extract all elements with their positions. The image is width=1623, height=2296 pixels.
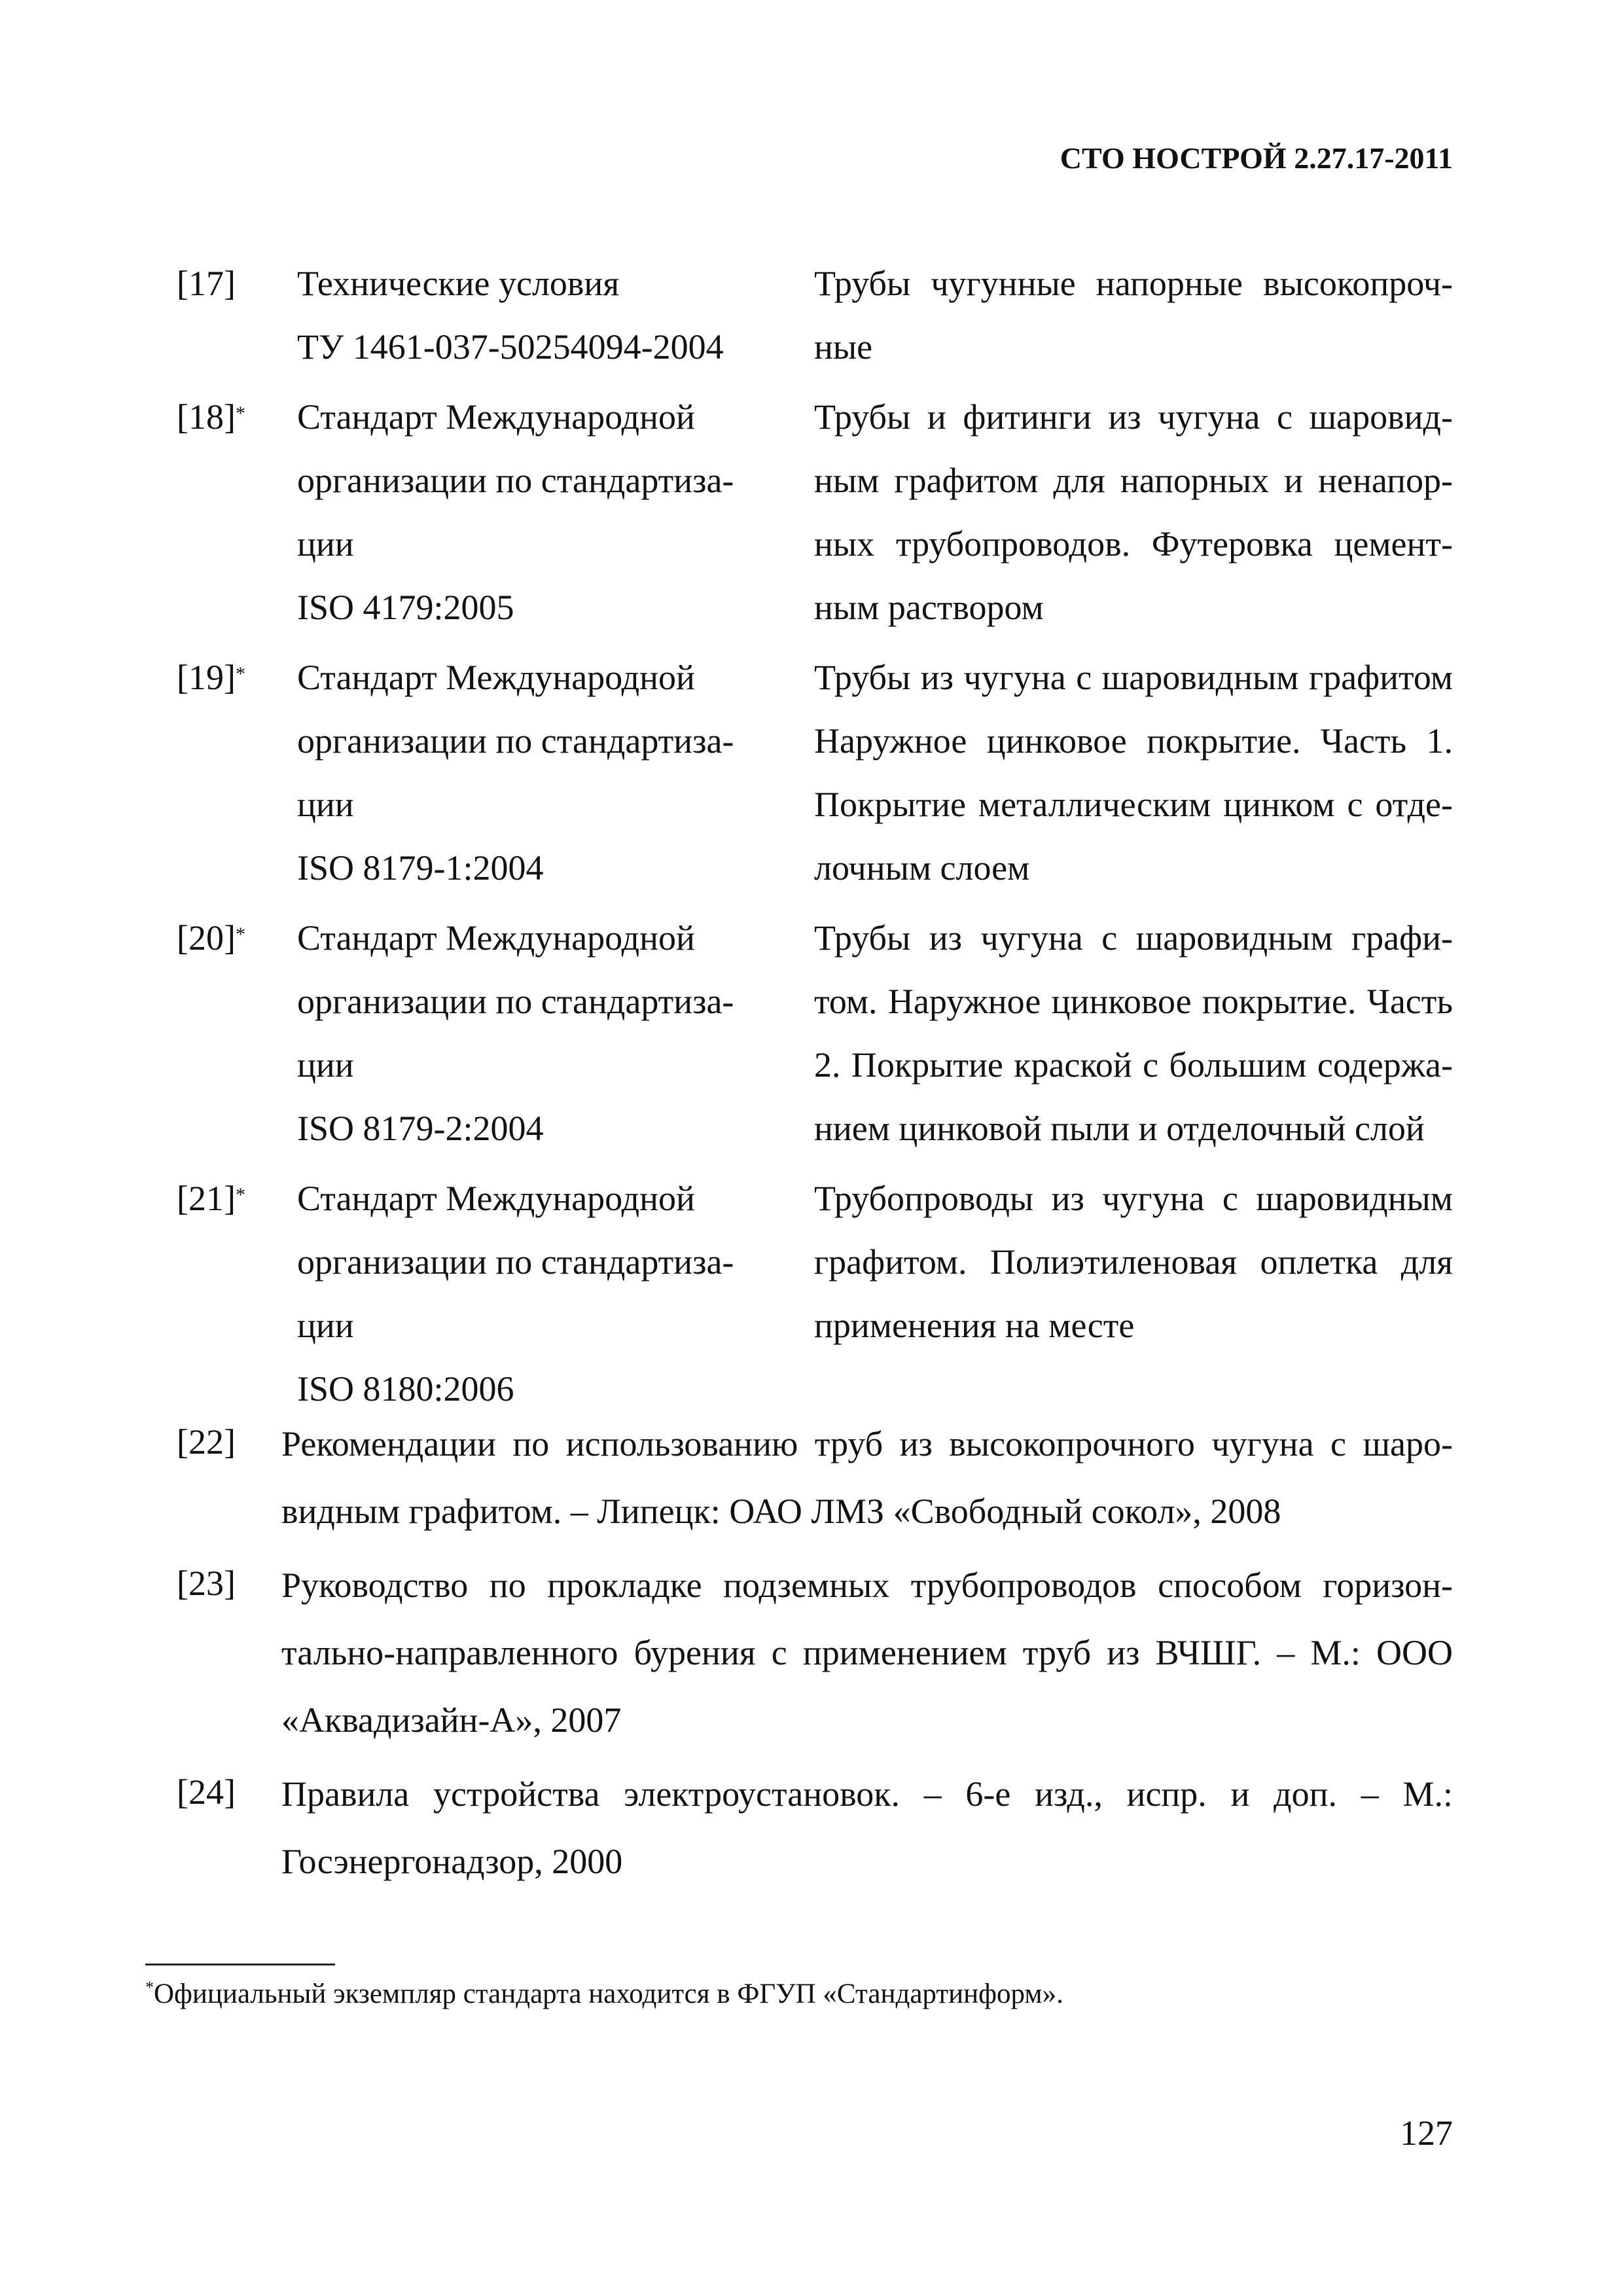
reference-entry — [177, 906, 1453, 1160]
reference-title: Трубы из чугуна с шаровидным графитом Наружное цинковое покрытие. Часть 1. Покрытие металлическим цинком с отде- лочным слоем — [814, 658, 1453, 888]
reference-number: [18]* — [177, 397, 245, 437]
reference-text: Правила устройства электроустановок. – 6-е изд., испр. и доп. – М.: Госэнергонадзор, 2000 — [281, 1774, 1453, 1881]
reference-entry — [177, 1410, 1453, 1545]
reference-number: [19]* — [177, 658, 245, 697]
reference-number: [17] — [177, 264, 236, 303]
reference-number: [21]* — [177, 1179, 245, 1218]
footnote — [145, 1978, 1063, 2010]
reference-number: [23] — [177, 1564, 236, 1603]
footnote-text: Официальный экземпляр стандарта находится в ФГУП «Стандартинформ». — [154, 1979, 1063, 2009]
reference-entry — [177, 646, 1453, 900]
reference-entry — [177, 1167, 1453, 1421]
footnote-divider — [145, 1964, 335, 1965]
reference-title: Трубопроводы из чугуна с шаровидным графитом. Полиэтиленовая оплетка для применения на месте — [814, 1179, 1453, 1345]
reference-text: Руководство по прокладке подземных трубопроводов способом горизон- тально-направленного бурения с применением труб из ВЧШГ. – М.: ООО «Аквадизайн-А», 2007 — [281, 1566, 1453, 1740]
footnote-marker: * — [235, 403, 245, 424]
reference-entry — [177, 252, 1453, 379]
reference-entry — [177, 1552, 1453, 1754]
reference-entry — [177, 386, 1453, 639]
reference-document: Стандарт Международной организации по стандартиза- ции ISO 4179:2005 — [297, 397, 734, 627]
footnote-marker: * — [145, 1978, 154, 1997]
reference-entry — [177, 1761, 1453, 1895]
reference-document: Стандарт Международной организации по стандартиза- ции ISO 8180:2006 — [297, 1179, 734, 1408]
reference-list-publications — [177, 1410, 1453, 1902]
reference-document: Технические условия ТУ 1461-037-50254094-2004 — [297, 264, 724, 367]
reference-title: Трубы из чугуна с шаровидным графи- том. Наружное цинковое покрытие. Часть 2. Покрытие краской с большим содержа- нием цинковой пыли и отделочный слой — [814, 918, 1453, 1148]
reference-list-standards — [177, 252, 1453, 1427]
reference-document: Стандарт Международной организации по стандартиза- ции ISO 8179-1:2004 — [297, 658, 734, 888]
reference-text: Рекомендации по использованию труб из высокопрочного чугуна с шаро- видным графитом. – Липецк: ОАО ЛМЗ «Свободный сокол», 2008 — [281, 1424, 1453, 1531]
reference-title: Трубы и фитинги из чугуна с шаровид- ным графитом для напорных и ненапор- ных трубопроводов. Футеровка цемент- ным раствором — [814, 397, 1453, 627]
footnote-marker: * — [235, 663, 245, 685]
reference-number: [22] — [177, 1422, 236, 1462]
page-number: 127 — [1400, 2113, 1453, 2153]
reference-document: Стандарт Международной организации по стандартиза- ции ISO 8179-2:2004 — [297, 918, 734, 1148]
reference-number: [24] — [177, 1772, 236, 1812]
reference-number: [20]* — [177, 918, 245, 958]
footnote-marker: * — [235, 1184, 245, 1206]
document-header: СТО НОСТРОЙ 2.27.17-2011 — [1060, 141, 1453, 175]
reference-title: Трубы чугунные напорные высокопроч- ные — [814, 264, 1453, 367]
footnote-marker: * — [235, 924, 245, 945]
